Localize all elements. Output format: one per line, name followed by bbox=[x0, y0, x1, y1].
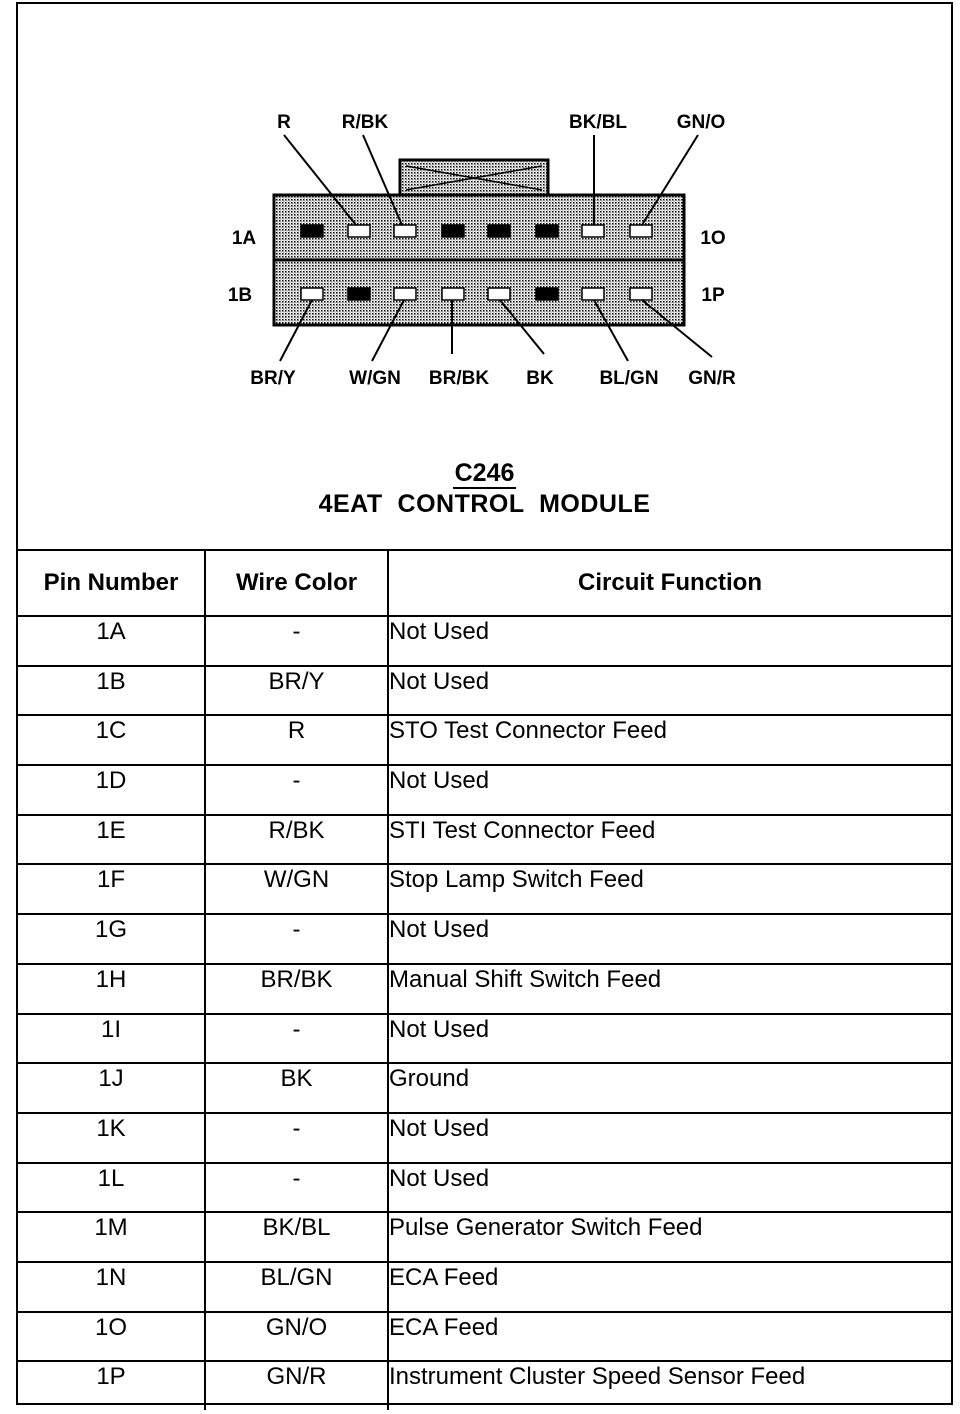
table-header-row bbox=[18, 551, 951, 616]
pin-cavity-1M bbox=[582, 225, 604, 237]
table-row bbox=[18, 1262, 951, 1312]
pin-number-cell: 1G bbox=[18, 914, 205, 964]
table-row bbox=[18, 1312, 951, 1362]
pin-cavity-1K bbox=[536, 225, 558, 237]
pin-number-cell: 1A bbox=[18, 616, 205, 666]
wire-color-cell: BK/BL bbox=[205, 1212, 388, 1262]
pin-cavity-1A bbox=[301, 225, 323, 237]
pin-cavity-1E bbox=[394, 225, 416, 237]
table-row bbox=[18, 1163, 951, 1213]
connector-pinout-sheet bbox=[16, 2, 953, 1405]
circuit-function-cell: Not Used bbox=[388, 1113, 951, 1163]
pin-number-cell: 1O bbox=[18, 1312, 205, 1362]
wire-label-top: R/BK bbox=[341, 112, 389, 133]
circuit-function-cell: Ground bbox=[388, 1063, 951, 1113]
table-row bbox=[18, 765, 951, 815]
pin-number-cell: 1H bbox=[18, 964, 205, 1014]
wire-color-cell: - bbox=[205, 1113, 388, 1163]
table-row bbox=[18, 616, 951, 666]
pin-cavity-1H bbox=[442, 288, 464, 300]
circuit-function-cell: Manual Shift Switch Feed bbox=[388, 964, 951, 1014]
pin-number-cell: 1P bbox=[18, 1361, 205, 1410]
connector-id-text: C246 bbox=[454, 459, 515, 487]
wire-label-top: BK/BL bbox=[568, 112, 628, 133]
circuit-function-cell: Not Used bbox=[388, 1014, 951, 1064]
connector-id bbox=[18, 459, 951, 488]
row-label-1O: 1O bbox=[700, 228, 726, 249]
connector-name: 4EAT CONTROL MODULE bbox=[318, 490, 651, 518]
pin-cavity-1P bbox=[630, 288, 652, 300]
pin-number-cell: 1L bbox=[18, 1163, 205, 1213]
pin-number-cell: 1B bbox=[18, 666, 205, 716]
row-label-1P: 1P bbox=[701, 285, 725, 306]
wire-color-cell: - bbox=[205, 1163, 388, 1213]
wire-label-bottom: W/GN bbox=[349, 368, 401, 389]
wire-color-cell: BR/BK bbox=[205, 964, 388, 1014]
wire-color-cell: R/BK bbox=[205, 815, 388, 865]
circuit-function-cell: STO Test Connector Feed bbox=[388, 715, 951, 765]
pin-cavity-1D bbox=[348, 288, 370, 300]
wire-label-bottom: BR/Y bbox=[250, 368, 296, 389]
pin-number-cell: 1I bbox=[18, 1014, 205, 1064]
pin-cavity-1L bbox=[536, 288, 558, 300]
circuit-function-cell: STI Test Connector Feed bbox=[388, 815, 951, 865]
pin-number-cell: 1D bbox=[18, 765, 205, 815]
pin-cavity-1I bbox=[488, 225, 510, 237]
pin-number-cell: 1M bbox=[18, 1212, 205, 1262]
wire-label-top: GN/O bbox=[676, 112, 726, 133]
pin-number-cell: 1J bbox=[18, 1063, 205, 1113]
wire-label-bottom: BR/BK bbox=[428, 368, 490, 389]
wire-color-cell: - bbox=[205, 765, 388, 815]
wire-color-cell: GN/O bbox=[205, 1312, 388, 1362]
wire-label-bottom: BL/GN bbox=[599, 368, 659, 389]
pin-cavity-1O bbox=[630, 225, 652, 237]
wire-label-bottom: BK bbox=[526, 368, 554, 389]
pin-number-cell: 1C bbox=[18, 715, 205, 765]
table-row bbox=[18, 1113, 951, 1163]
table-row bbox=[18, 815, 951, 865]
pin-number-cell: 1F bbox=[18, 864, 205, 914]
connector-diagram-area bbox=[18, 4, 951, 551]
row-label-1B: 1B bbox=[227, 285, 253, 306]
wire-color-cell: - bbox=[205, 616, 388, 666]
pinout-table bbox=[18, 551, 951, 1410]
circuit-function-cell: ECA Feed bbox=[388, 1262, 951, 1312]
circuit-function-cell: Not Used bbox=[388, 1163, 951, 1213]
circuit-function-cell: ECA Feed bbox=[388, 1312, 951, 1362]
circuit-function-cell: Stop Lamp Switch Feed bbox=[388, 864, 951, 914]
pin-number-cell: 1E bbox=[18, 815, 205, 865]
pin-cavity-1N bbox=[582, 288, 604, 300]
wire-color-cell: R bbox=[205, 715, 388, 765]
table-row bbox=[18, 964, 951, 1014]
wire-color-cell: - bbox=[205, 914, 388, 964]
column-header-color: Wire Color bbox=[205, 551, 388, 616]
circuit-function-cell: Not Used bbox=[388, 616, 951, 666]
wire-label-top: R bbox=[277, 112, 291, 133]
wire-label-bottom: GN/R bbox=[688, 368, 736, 389]
wire-color-cell: BL/GN bbox=[205, 1262, 388, 1312]
table-row bbox=[18, 1014, 951, 1064]
wire-color-cell: BK bbox=[205, 1063, 388, 1113]
circuit-function-cell: Instrument Cluster Speed Sensor Feed bbox=[388, 1361, 951, 1410]
circuit-function-cell: Not Used bbox=[388, 666, 951, 716]
table-row bbox=[18, 1063, 951, 1113]
table-row bbox=[18, 864, 951, 914]
wire-color-cell: - bbox=[205, 1014, 388, 1064]
table-row bbox=[18, 1361, 951, 1410]
pin-cavity-1B bbox=[301, 288, 323, 300]
wire-color-cell: GN/R bbox=[205, 1361, 388, 1410]
wire-color-cell: BR/Y bbox=[205, 666, 388, 716]
table-row bbox=[18, 715, 951, 765]
circuit-function-cell: Not Used bbox=[388, 914, 951, 964]
pin-cavity-1G bbox=[442, 225, 464, 237]
table-row bbox=[18, 1212, 951, 1262]
pin-cavity-1C bbox=[348, 225, 370, 237]
row-label-1A: 1A bbox=[231, 228, 257, 249]
pin-cavity-1J bbox=[488, 288, 510, 300]
pin-number-cell: 1K bbox=[18, 1113, 205, 1163]
wire-color-cell: W/GN bbox=[205, 864, 388, 914]
table-row bbox=[18, 914, 951, 964]
circuit-function-cell: Pulse Generator Switch Feed bbox=[388, 1212, 951, 1262]
column-header-pin: Pin Number bbox=[18, 551, 205, 616]
table-row bbox=[18, 666, 951, 716]
column-header-function: Circuit Function bbox=[388, 551, 951, 616]
pin-cavity-1F bbox=[394, 288, 416, 300]
pin-number-cell: 1N bbox=[18, 1262, 205, 1312]
circuit-function-cell: Not Used bbox=[388, 765, 951, 815]
